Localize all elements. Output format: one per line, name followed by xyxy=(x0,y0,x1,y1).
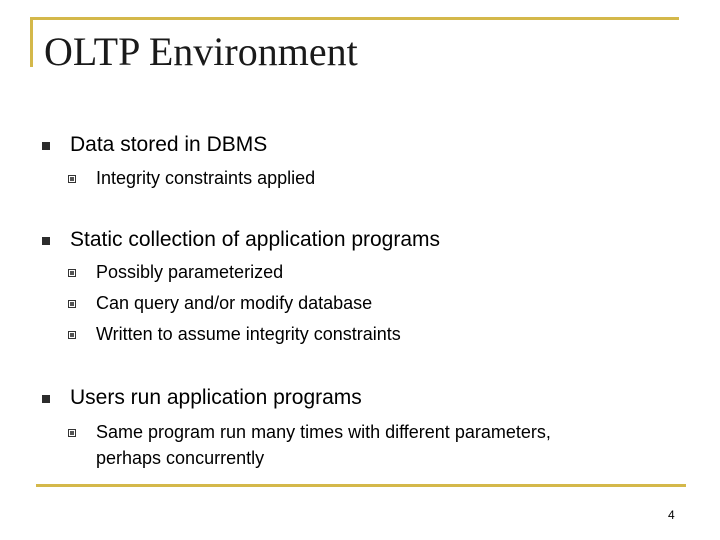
sub-bullet-text: Written to assume integrity constraints xyxy=(96,324,401,344)
sub-bullet-box-icon xyxy=(68,175,76,183)
sub-bullet-text: Integrity constraints applied xyxy=(96,168,316,188)
title-frame-top xyxy=(30,17,679,20)
sub-bullet-box-icon xyxy=(68,300,76,308)
sub-bullet-text-continued: perhaps concurrently xyxy=(96,448,265,468)
sub-bullet-text: Can query and/or modify database xyxy=(96,293,373,313)
page-number: 4 xyxy=(668,508,675,522)
slide-title: OLTP Environment xyxy=(44,29,358,74)
bullet-text: Data stored in DBMS xyxy=(70,133,268,156)
footer-rule xyxy=(36,484,686,487)
bullet-square-icon xyxy=(42,142,50,150)
title-frame-left xyxy=(30,17,33,67)
bullet-text: Users run application programs xyxy=(70,386,362,409)
sub-bullet-box-icon xyxy=(68,331,76,339)
bullet-text: Static collection of application programs xyxy=(70,228,441,251)
sub-bullet-text: Same program run many times with different parameters, xyxy=(96,422,551,442)
sub-bullet-text: Possibly parameterized xyxy=(96,262,284,282)
sub-bullet-box-icon xyxy=(68,429,76,437)
bullet-square-icon xyxy=(42,395,50,403)
sub-bullet-box-icon xyxy=(68,269,76,277)
bullet-square-icon xyxy=(42,237,50,245)
